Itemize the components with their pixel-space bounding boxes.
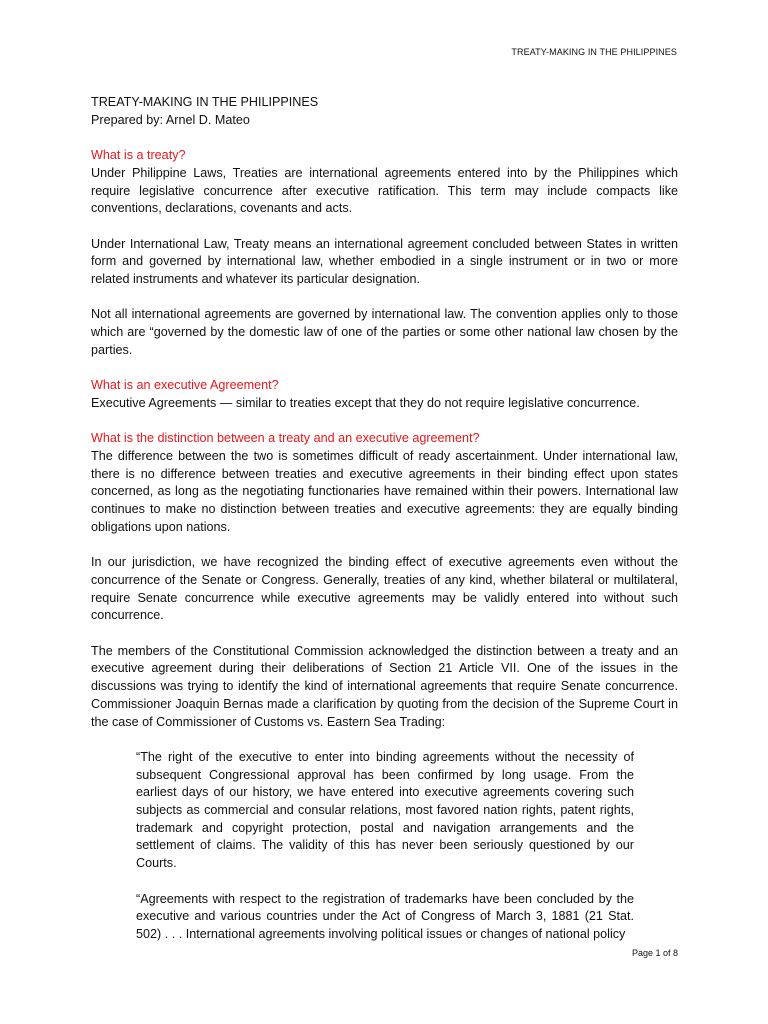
document-author: Prepared by: Arnel D. Mateo bbox=[91, 112, 250, 127]
section-heading-what-is-treaty: What is a treaty? bbox=[91, 148, 186, 163]
paragraph: Under Philippine Laws, Treaties are international agreements entered into by the Philippines which require legislative concurrence after executive ratification. This term may include compacts like conventions, declarations, covenants and acts. bbox=[91, 165, 678, 216]
block-quote: “Agreements with respect to the registration of trademarks have been concluded by the executive and various countries under the Act of Congress of March 3, 1881 (21 Stat. 502) . . . International agreements involving political issues or changes of national policy bbox=[136, 891, 634, 941]
paragraph: Executive Agreements — similar to treaties except that they do not require legislative concurrence. bbox=[91, 395, 640, 410]
document-body bbox=[91, 94, 678, 944]
section-heading-executive-agreement: What is an executive Agreement? bbox=[91, 378, 279, 393]
paragraph: Not all international agreements are governed by international law. The convention applies only to those which are “governed by the domestic law of one of the parties or some other national law chosen by the parties. bbox=[91, 307, 678, 357]
running-header: TREATY-MAKING IN THE PHILIPPINES bbox=[511, 47, 677, 57]
section-heading-distinction: What is the distinction between a treaty and an executive agreement? bbox=[91, 431, 480, 446]
paragraph: The members of the Constitutional Commission acknowledged the distinction between a treaty and an executive agreement during their deliberations of Section 21 Article VII. One of the issues in the discussions was trying to identify the kind of international agreements that require Senate concurrence. Commissioner Joaquin Bernas made a clarification by quoting from the decision of the Supreme Court in the case of Commissioner of Customs vs. Eastern Sea Trading: bbox=[91, 643, 678, 729]
paragraph: The difference between the two is sometimes difficult of ready ascertainment. Under international law, there is no difference between treaties and executive agreements in their binding effect upon states concerned, as long as the negotiating functionaries have remained within their powers. International law continues to make no distinction between treaties and executive agreements: they are equally binding obligations upon nations. bbox=[91, 448, 678, 534]
paragraph: In our jurisdiction, we have recognized the binding effect of executive agreements even without the concurrence of the Senate or Congress. Generally, treaties of any kind, whether bilateral or multilateral, require Senate concurrence while executive agreements may be validly entered into without such concurrence. bbox=[91, 555, 678, 623]
document-title: TREATY-MAKING IN THE PHILIPPINES bbox=[91, 95, 319, 109]
page-number: Page 1 of 8 bbox=[631, 948, 678, 958]
block-quote: “The right of the executive to enter into binding agreements without the necessity of subsequent Congressional approval has been confirmed by long usage. From the earliest days of our history, we have entered into executive agreements covering such subjects as commercial and consular relations, most favored nation rights, patent rights, trademark and copyright protection, postal and navigation arrangements and the settlement of claims. The validity of this has never been seriously questioned by our Courts. bbox=[136, 749, 634, 871]
paragraph: Under International Law, Treaty means an international agreement concluded between States in written form and governed by international law, whether embodied in a single instrument or in two or more related instruments and whatever its particular designation. bbox=[91, 236, 678, 286]
